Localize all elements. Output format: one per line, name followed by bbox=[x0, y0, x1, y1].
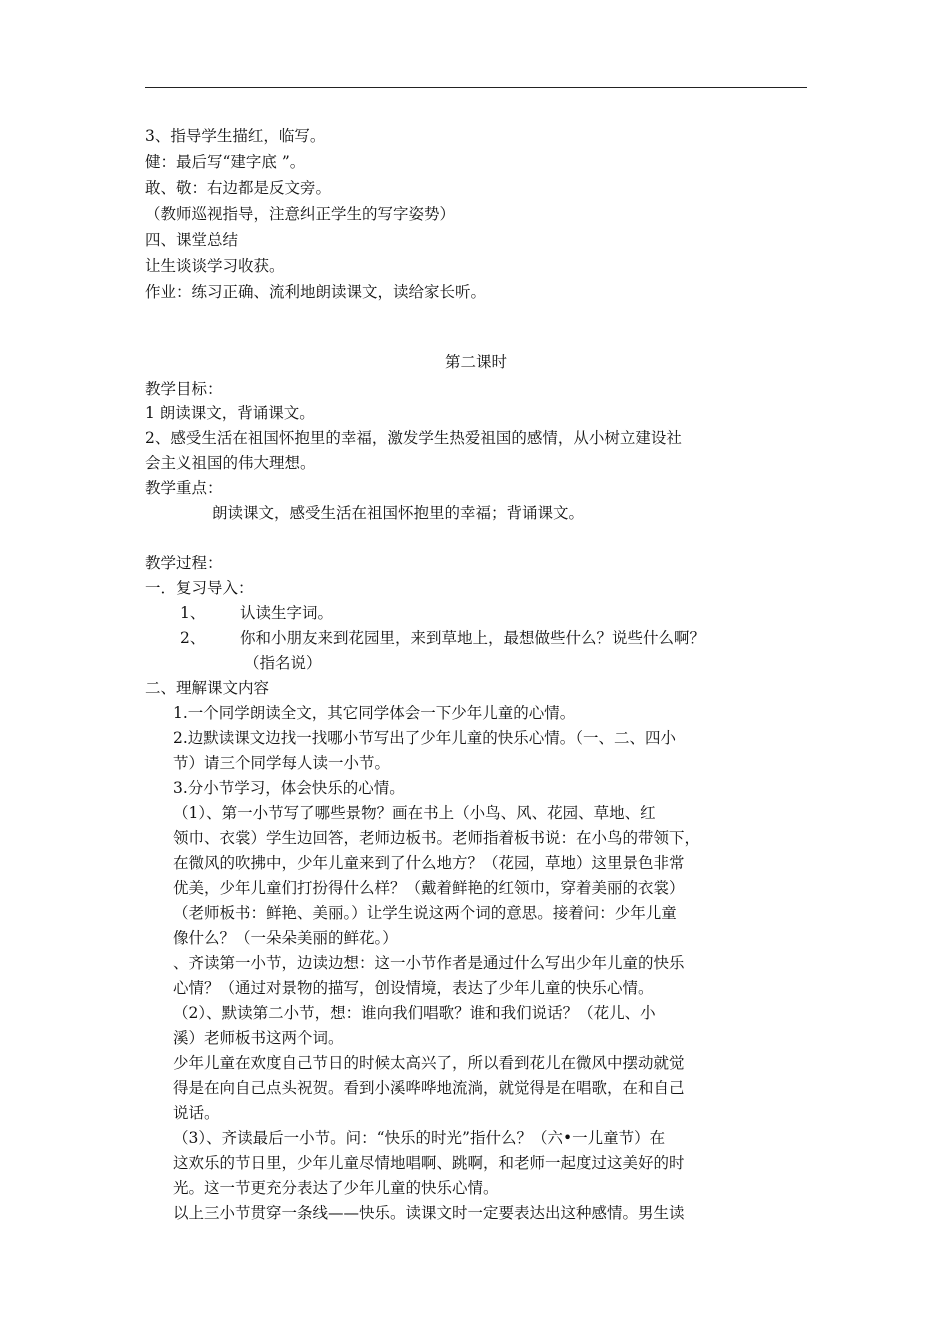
section-heading: 教学目标： bbox=[145, 380, 223, 398]
text-line: （2）、默读第二小节，想：谁向我们唱歌？谁和我们说话？（花儿、小 bbox=[173, 1004, 656, 1022]
text-line: 心情？（通过对景物的描写，创设情境，表达了少年儿童的快乐心情。 bbox=[173, 979, 654, 997]
list-number: 1、 bbox=[180, 604, 206, 622]
section-heading: 四、课堂总结 bbox=[145, 231, 239, 249]
text-line: 敢、敬：右边都是反文旁。 bbox=[145, 179, 332, 197]
text-line: 得是在向自己点头祝贺。看到小溪哗哗地流淌，就觉得是在唱歌，在和自己 bbox=[173, 1079, 685, 1097]
text-line: 2.边默读课文边找一找哪小节写出了少年儿童的快乐心情。（一、二、四小 bbox=[173, 729, 677, 747]
text-line: 以上三小节贯穿一条线——快乐。读课文时一定要表达出这种感情。男生读 bbox=[173, 1204, 685, 1222]
text-line: 你和小朋友来到花园里，来到草地上，最想做些什么？说些什么啊？ bbox=[240, 629, 706, 647]
text-line: 1.一个同学朗读全文，其它同学体会一下少年儿童的心情。 bbox=[173, 704, 576, 722]
text-line: （3）、齐读最后一小节。问：“快乐的时光”指什么？（六•一儿童节）在 bbox=[173, 1129, 666, 1147]
text-line: （老师板书：鲜艳、美丽。）让学生说这两个词的意思。接着问：少年儿童 bbox=[173, 904, 677, 922]
list-number: 2、 bbox=[180, 629, 206, 647]
text-line: 健：最后写“建字底 ”。 bbox=[145, 153, 306, 171]
text-line: 会主义祖国的伟大理想。 bbox=[145, 454, 316, 472]
text-line: 2、感受生活在祖国怀抱里的幸福，激发学生热爱祖国的感情，从小树立建设社 bbox=[145, 429, 682, 447]
section-heading: 教学重点： bbox=[145, 479, 223, 497]
text-line: 3、指导学生描红，临写。 bbox=[145, 127, 326, 145]
text-line: 节）请三个同学每人读一小节。 bbox=[173, 754, 391, 772]
text-line: 1 朗读课文，背诵课文。 bbox=[145, 404, 315, 422]
text-line: 领巾、衣裳）学生边回答，老师边板书。老师指着板书说：在小鸟的带领下， bbox=[173, 829, 701, 847]
text-line: （教师巡视指导，注意纠正学生的写字姿势） bbox=[145, 205, 456, 223]
text-line: 认读生字词。 bbox=[240, 604, 334, 622]
section-heading: 教学过程： bbox=[145, 554, 223, 572]
text-line: 在微风的吹拂中，少年儿童来到了什么地方？（花园，草地）这里景色非常 bbox=[173, 854, 685, 872]
text-line: 优美，少年儿童们打扮得什么样？（戴着鲜艳的红领巾，穿着美丽的衣裳） bbox=[173, 879, 685, 897]
text-line: 朗读课文，感受生活在祖国怀抱里的幸福；背诵课文。 bbox=[212, 504, 585, 522]
text-line: 这欢乐的节日里，少年儿童尽情地唱啊、跳啊，和老师一起度过这美好的时 bbox=[173, 1154, 685, 1172]
text-line: 溪）老师板书这两个词。 bbox=[173, 1029, 344, 1047]
text-line: 、齐读第一小节，边读边想：这一小节作者是通过什么写出少年儿童的快乐 bbox=[173, 954, 685, 972]
text-line: 少年儿童在欢度自己节日的时候太高兴了，所以看到花儿在微风中摆动就觉 bbox=[173, 1054, 685, 1072]
section-heading: 一．复习导入： bbox=[145, 579, 254, 597]
text-line: 光。这一节更充分表达了少年儿童的快乐心情。 bbox=[173, 1179, 499, 1197]
section-heading: 二、理解课文内容 bbox=[145, 679, 270, 697]
text-line: 说话。 bbox=[173, 1104, 220, 1122]
text-line: 3.分小节学习，体会快乐的心情。 bbox=[173, 779, 405, 797]
text-line: 像什么？（一朵朵美丽的鲜花。） bbox=[173, 929, 398, 947]
lesson-title: 第二课时 bbox=[444, 353, 507, 371]
header-rule bbox=[145, 87, 807, 88]
text-line: 让生谈谈学习收获。 bbox=[145, 257, 285, 275]
text-line: 作业：练习正确、流利地朗读课文，读给家长听。 bbox=[145, 283, 487, 301]
text-line: （1）、第一小节写了哪些景物？画在书上（小鸟、风、花园、草地、红 bbox=[173, 804, 656, 822]
text-line: （指名说） bbox=[244, 654, 322, 672]
